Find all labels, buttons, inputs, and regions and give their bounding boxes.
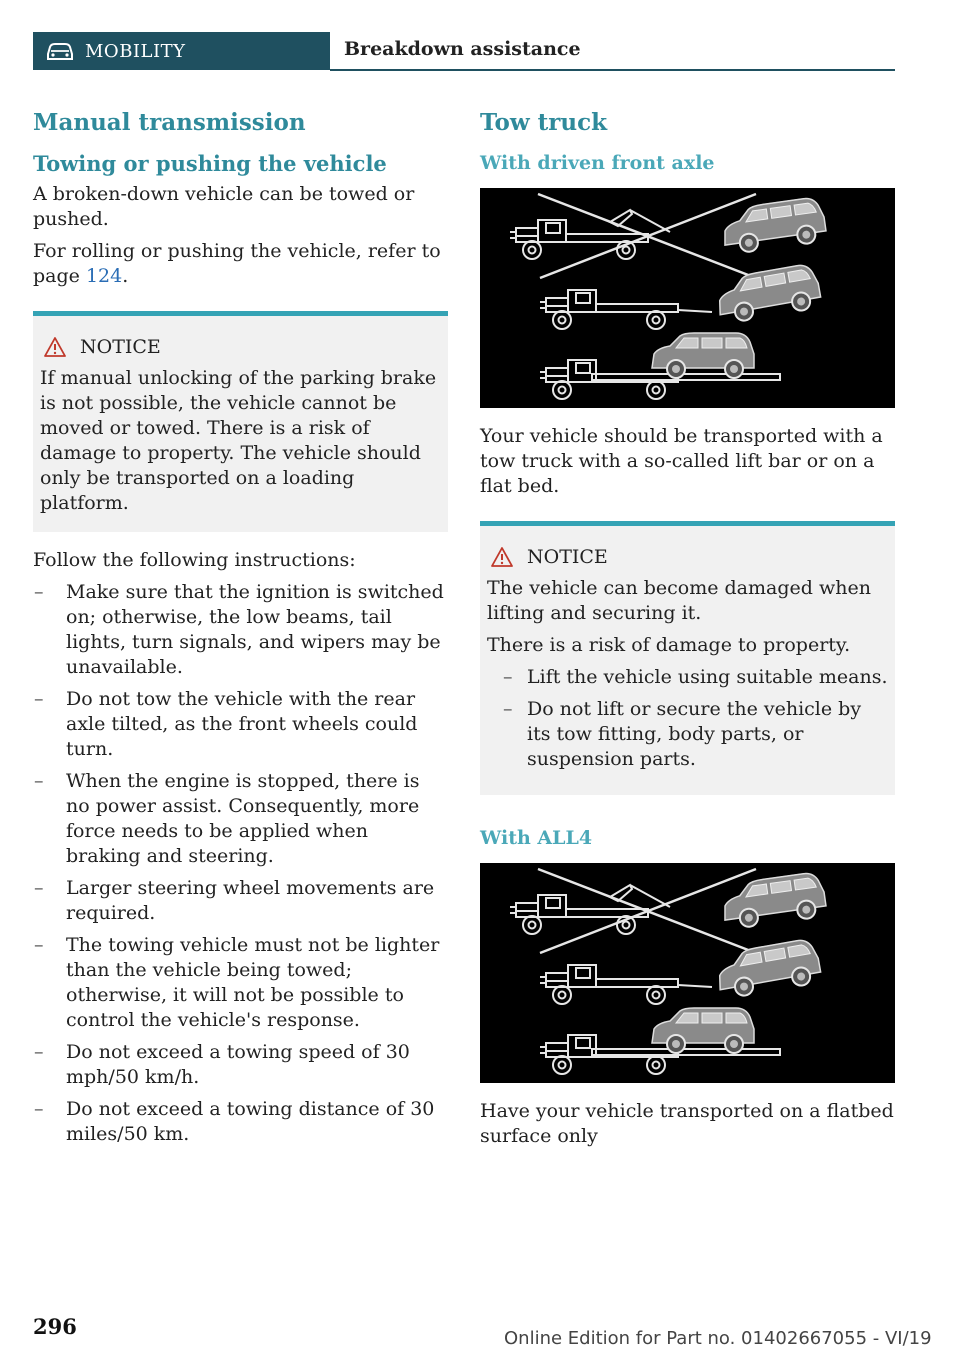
list-item: – Do not exceed a towing distance of 30 miles/50 km. <box>33 1097 448 1147</box>
notice-box <box>33 311 448 532</box>
notice-title: NOTICE <box>80 336 161 358</box>
list-item: – Do not tow the vehicle with the rear axle tilted, as the front wheels could turn. <box>33 687 448 762</box>
page-reference-link[interactable]: 124 <box>85 265 123 287</box>
right-column <box>480 100 895 1156</box>
flatbed-text: Have your vehicle transported on a flatbed surface only <box>480 1100 894 1147</box>
warning-triangle-icon <box>491 547 513 567</box>
notice-text: There is a risk of damage to property. <box>487 634 851 656</box>
list-item: – When the engine is stopped, there is no power assist. Consequently, more force needs to be applied when braking and steering. <box>33 769 448 869</box>
list-item: – Larger steering wheel movements are required. <box>33 876 448 926</box>
tow-truck-illustration-icon <box>480 863 895 1083</box>
all4-subheading: With ALL4 <box>480 827 593 849</box>
edition-text: Online Edition for Part no. 01402667055 - VI/19 <box>504 1328 932 1349</box>
instructions-intro: Follow the following instructions: <box>33 549 356 571</box>
transport-text: Your vehicle should be transported with a tow truck with a so-called lift bar or on a flat bed. <box>480 425 883 497</box>
reference-label: For rolling or pushing the vehicle, refer to page <box>33 240 441 287</box>
warning-triangle-icon <box>44 337 66 357</box>
list-item: – Lift the vehicle using suitable means. <box>487 665 888 690</box>
section-label: MOBILITY <box>85 40 186 62</box>
page-title: Breakdown assistance <box>344 38 581 60</box>
list-item: – Do not lift or secure the vehicle by its tow fitting, body parts, or suspension parts. <box>487 697 888 772</box>
list-item: – Make sure that the ignition is switched on; otherwise, the low beams, tail lights, turn signals, and wipers may be unavailable. <box>33 580 448 680</box>
instructions-list <box>33 580 448 1147</box>
reference-end: . <box>122 265 129 287</box>
tow-truck-illustration-icon <box>480 188 895 408</box>
notice-text: The vehicle can become damaged when lifting and securing it. <box>487 577 871 624</box>
notice-header <box>40 336 441 358</box>
list-item: – The towing vehicle must not be lighter than the vehicle being towed; otherwise, it will not be possible to control the vehicle's response. <box>33 933 448 1033</box>
page-number: 296 <box>33 1314 77 1339</box>
left-column <box>33 100 448 1154</box>
header-rule <box>330 69 895 71</box>
notice-title: NOTICE <box>527 546 608 568</box>
tow-truck-heading: Tow truck <box>480 109 608 136</box>
notice-box <box>480 521 895 795</box>
reference-text <box>33 239 448 289</box>
list-item: – Do not exceed a towing speed of 30 mph/50 km/h. <box>33 1040 448 1090</box>
notice-text: If manual unlocking of the parking brake is not possible, the vehicle cannot be moved or towed. There is a risk of damage to property. The vehicle should only be transported on a loading platform. <box>40 367 437 514</box>
front-axle-subheading: With driven front axle <box>480 152 715 174</box>
car-front-icon <box>45 40 75 62</box>
manual-transmission-heading: Manual transmission <box>33 109 306 136</box>
notice-header <box>487 546 888 568</box>
notice-list <box>487 665 888 772</box>
intro-text: A broken-down vehicle can be towed or pushed. <box>33 183 415 230</box>
section-tab <box>33 32 330 70</box>
towing-subheading: Towing or pushing the vehicle <box>33 151 387 176</box>
